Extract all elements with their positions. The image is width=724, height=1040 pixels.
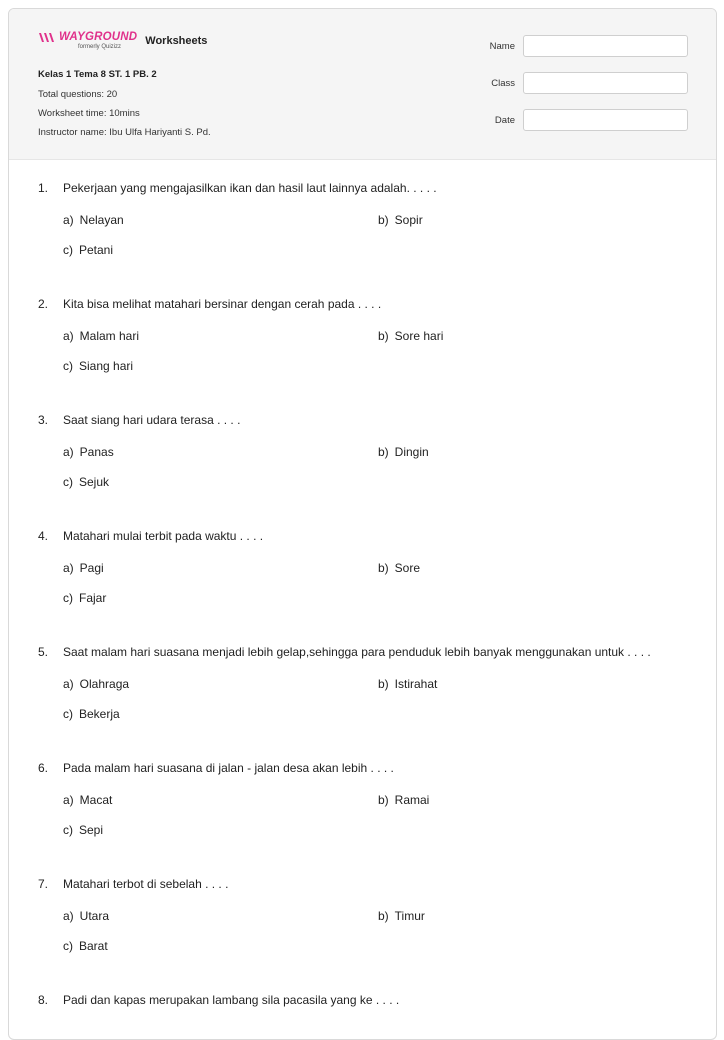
date-field [475, 109, 688, 131]
worksheet-header [9, 9, 716, 160]
question-number: 8. [38, 993, 49, 1007]
question-text [38, 529, 698, 543]
question-options [63, 561, 698, 631]
question-text [38, 181, 698, 195]
logo-subtitle: formerly Quizizz [78, 44, 122, 50]
question-text [38, 645, 698, 659]
name-label: Name [489, 40, 515, 52]
question-text [38, 297, 698, 311]
logo [38, 31, 137, 50]
option-b[interactable]: b) Sore hari [378, 329, 444, 343]
question-options [63, 909, 698, 979]
question-prompt: Pekerjaan yang mengajasilkan ikan dan hasil laut lainnya adalah. . . . . [63, 181, 437, 195]
total-questions: Total questions: 20 [38, 89, 118, 100]
question-number: 7. [38, 877, 49, 891]
option-c[interactable]: c) Barat [63, 939, 108, 953]
option-text: Dingin [394, 445, 429, 459]
name-input[interactable] [523, 35, 688, 57]
option-c[interactable]: c) Siang hari [63, 359, 134, 373]
question-options [63, 329, 698, 399]
option-a[interactable]: a) Panas [63, 445, 114, 459]
class-field [475, 72, 688, 94]
option-text: Malam hari [79, 329, 140, 343]
brand [38, 31, 207, 50]
option-text: Sepi [79, 823, 104, 837]
question-prompt: Matahari terbot di sebelah . . . . [63, 877, 229, 891]
class-label: Class [491, 77, 515, 89]
option-text: Petani [79, 243, 114, 257]
question-options [63, 213, 698, 283]
option-text: Barat [79, 939, 108, 953]
question-text [38, 761, 698, 775]
question-options [63, 677, 698, 747]
question-number: 5. [38, 645, 49, 659]
option-text: Istirahat [394, 677, 438, 691]
logo-wordmark: WAYGROUND [59, 31, 138, 43]
question-prompt: Saat malam hari suasana menjadi lebih gelap,sehingga para penduduk lebih banyak menggunakan untuk . . . . [63, 645, 651, 659]
question-item [38, 181, 698, 297]
option-text: Sejuk [79, 475, 110, 489]
worksheet-title: Kelas 1 Tema 8 ST. 1 PB. 2 [38, 69, 157, 80]
question-options [63, 793, 698, 863]
question-text [38, 993, 698, 1007]
question-prompt: Pada malam hari suasana di jalan - jalan desa akan lebih . . . . [63, 761, 394, 775]
option-c[interactable]: c) Sejuk [63, 475, 110, 489]
date-label: Date [494, 114, 515, 126]
option-b[interactable]: b) Sore [378, 561, 421, 575]
question-item [38, 761, 698, 877]
option-b[interactable]: b) Ramai [378, 793, 430, 807]
question-prompt: Saat siang hari udara terasa . . . . [63, 413, 241, 427]
option-text: Bekerja [79, 707, 120, 721]
question-item [38, 529, 698, 645]
instructor-name: Instructor name: Ibu Ulfa Hariyanti S. Pd. [38, 127, 211, 138]
name-field [475, 35, 688, 57]
option-c[interactable]: c) Sepi [63, 823, 104, 837]
question-list [38, 181, 698, 1040]
question-prompt: Matahari mulai terbit pada waktu . . . . [63, 529, 264, 543]
option-b[interactable]: b) Timur [378, 909, 425, 923]
question-number: 2. [38, 297, 49, 311]
question-prompt: Padi dan kapas merupakan lambang sila pacasila yang ke . . . . [63, 993, 400, 1007]
question-options [63, 445, 698, 515]
option-b[interactable]: b) Dingin [378, 445, 429, 459]
worksheet-meta [38, 69, 211, 146]
option-c[interactable]: c) Bekerja [63, 707, 120, 721]
option-text: Utara [79, 909, 110, 923]
question-item [38, 645, 698, 761]
question-prompt: Kita bisa melihat matahari bersinar dengan cerah pada . . . . [63, 297, 382, 311]
option-a[interactable]: a) Pagi [63, 561, 104, 575]
option-text: Sopir [394, 213, 423, 227]
option-text: Fajar [79, 591, 107, 605]
option-a[interactable]: a) Olahraga [63, 677, 130, 691]
option-text: Sore hari [394, 329, 444, 343]
option-text: Macat [79, 793, 113, 807]
option-text: Sore [394, 561, 421, 575]
option-c[interactable]: c) Fajar [63, 591, 107, 605]
option-a[interactable]: a) Malam hari [63, 329, 140, 343]
question-item [38, 413, 698, 529]
option-text: Pagi [79, 561, 104, 575]
brand-title: Worksheets [145, 35, 208, 47]
option-b[interactable]: b) Istirahat [378, 677, 438, 691]
worksheet-time: Worksheet time: 10mins [38, 108, 140, 119]
option-a[interactable]: a) Macat [63, 793, 113, 807]
worksheet-page [8, 8, 717, 1040]
question-item [38, 297, 698, 413]
option-c[interactable]: c) Petani [63, 243, 114, 257]
date-input[interactable] [523, 109, 688, 131]
option-text: Timur [394, 909, 425, 923]
option-text: Siang hari [79, 359, 134, 373]
option-a[interactable]: a) Nelayan [63, 213, 124, 227]
question-text [38, 413, 698, 427]
question-text [38, 877, 698, 891]
question-item [38, 877, 698, 993]
question-number: 1. [38, 181, 49, 195]
class-input[interactable] [523, 72, 688, 94]
question-item [38, 993, 698, 1040]
option-text: Nelayan [79, 213, 124, 227]
option-text: Panas [79, 445, 114, 459]
option-text: Olahraga [79, 677, 130, 691]
option-text: Ramai [394, 793, 430, 807]
question-number: 6. [38, 761, 49, 775]
question-number: 4. [38, 529, 49, 543]
option-b[interactable]: b) Sopir [378, 213, 423, 227]
wayground-logo-icon [38, 31, 56, 43]
option-a[interactable]: a) Utara [63, 909, 110, 923]
question-number: 3. [38, 413, 49, 427]
